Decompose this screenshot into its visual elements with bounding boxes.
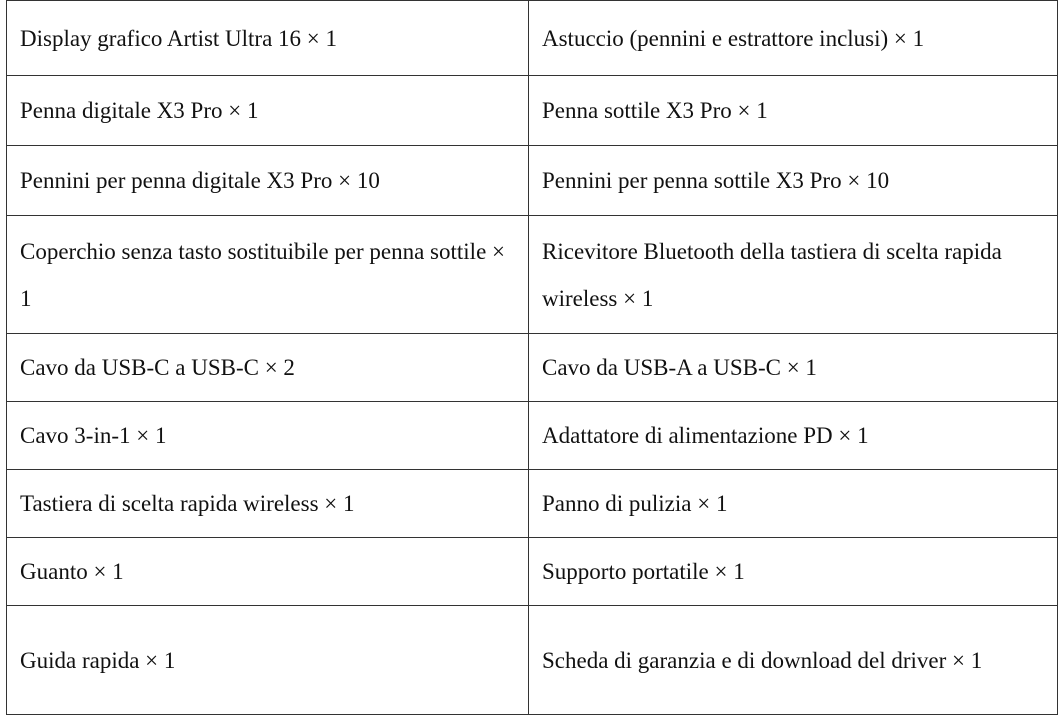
table-row xyxy=(7,606,1058,715)
table-row xyxy=(7,538,1058,606)
table-cell: Guida rapida × 1 xyxy=(7,606,529,715)
table-cell: Pennini per penna digitale X3 Pro × 10 xyxy=(7,146,529,216)
table-row xyxy=(7,334,1058,402)
table-cell: Pennini per penna sottile X3 Pro × 10 xyxy=(529,146,1058,216)
table-row xyxy=(7,76,1058,146)
table-row xyxy=(7,470,1058,538)
table-cell: Supporto portatile × 1 xyxy=(529,538,1058,606)
table-cell: Coperchio senza tasto sostituibile per penna sottile × 1 xyxy=(7,216,529,334)
table-cell: Penna digitale X3 Pro × 1 xyxy=(7,76,529,146)
table-cell: Cavo 3-in-1 × 1 xyxy=(7,402,529,470)
table-cell: Guanto × 1 xyxy=(7,538,529,606)
table-cell: Cavo da USB-A a USB-C × 1 xyxy=(529,334,1058,402)
table-cell: Penna sottile X3 Pro × 1 xyxy=(529,76,1058,146)
package-contents-table xyxy=(6,0,1058,715)
table-cell: Ricevitore Bluetooth della tastiera di scelta rapida wireless × 1 xyxy=(529,216,1058,334)
table-row xyxy=(7,1,1058,76)
table-cell: Cavo da USB-C a USB-C × 2 xyxy=(7,334,529,402)
table-cell: Panno di pulizia × 1 xyxy=(529,470,1058,538)
table-cell: Tastiera di scelta rapida wireless × 1 xyxy=(7,470,529,538)
table-row xyxy=(7,402,1058,470)
table-cell: Adattatore di alimentazione PD × 1 xyxy=(529,402,1058,470)
table-row xyxy=(7,216,1058,334)
table-cell: Scheda di garanzia e di download del driver × 1 xyxy=(529,606,1058,715)
table-cell: Display grafico Artist Ultra 16 × 1 xyxy=(7,1,529,76)
table-cell: Astuccio (pennini e estrattore inclusi) × 1 xyxy=(529,1,1058,76)
table-row xyxy=(7,146,1058,216)
